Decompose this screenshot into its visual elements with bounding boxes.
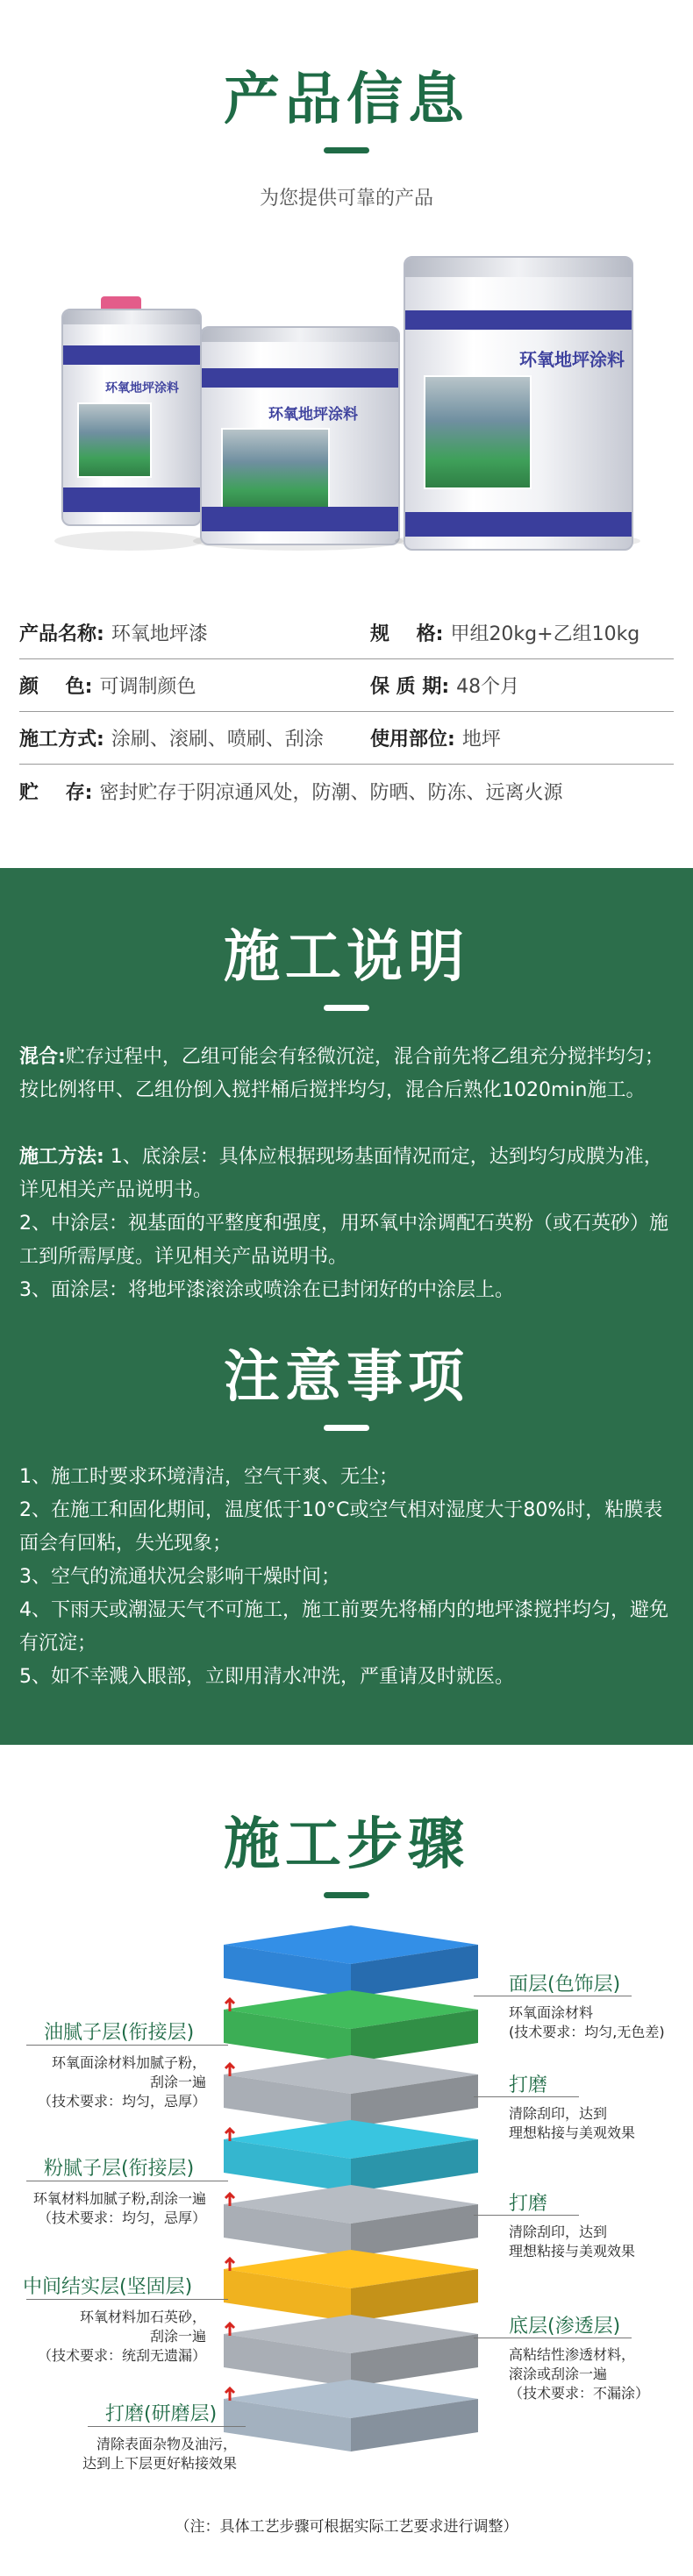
label-underline [88, 2426, 246, 2427]
small-can [61, 309, 202, 526]
mix-label: 混合: [19, 1046, 66, 1068]
medium-can-label: 环氧地坪涂料 [268, 406, 358, 423]
layer-desc: 环氧面涂材料 [509, 2004, 594, 2021]
label-underline [474, 2215, 579, 2216]
left-label [5, 2153, 206, 2228]
layer-slab [224, 2120, 478, 2192]
spec-row [19, 765, 674, 817]
layer-slab [224, 2380, 478, 2451]
layer-desc: 环氧材料加石英砂， [79, 2309, 206, 2325]
layer-desc: 刮涂一遍 [149, 2328, 206, 2345]
layer-desc: 清除表面杂物及油污， [96, 2436, 237, 2452]
layer-slab [224, 2055, 478, 2127]
notice-item: 5、如不幸溅入眼部，立即用清水冲洗，严重请及时就医。 [19, 1666, 514, 1688]
spec-value: 48个月 [456, 676, 520, 698]
left-label [18, 2017, 206, 2111]
spec-value: 密封贮存于阴凉通风处，防潮、防晒、防冻、远离火源 [99, 781, 563, 804]
can-photo [221, 428, 329, 512]
steps-title: 施工步骤 [224, 1812, 469, 1877]
left-label [18, 2272, 206, 2366]
method-line: 1、底涂层：具体应根据现场基面情况而定，达到均匀成膜为准，详见相关产品说明书。 [19, 1146, 663, 1201]
spec-row [19, 659, 674, 712]
notice-list [19, 1461, 674, 1694]
product-image [0, 253, 693, 586]
method-paragraph [19, 1141, 674, 1307]
layer-desc: （技术要求：统刮无遗漏） [37, 2347, 206, 2364]
left-label [18, 2399, 237, 2473]
can-shadow [54, 531, 204, 551]
spec-key: 贮 存: [19, 781, 93, 804]
layer-desc: 清除刮印，达到 [509, 2105, 608, 2122]
spec-value: 甲组20kg+乙组10kg [450, 623, 640, 645]
layer-slab [224, 2250, 478, 2322]
product-info-section [0, 0, 693, 868]
spec-key: 产品名称: [19, 623, 104, 645]
layer-name: 面层(色饰层) [509, 1974, 621, 1996]
layer-desc: （技术要求：均匀，忌厚） [37, 2093, 206, 2110]
spec-value: 涂刷、滚刷、喷刷、刮涂 [111, 729, 324, 751]
steps-section [0, 1745, 693, 2576]
right-label [509, 2311, 649, 2403]
layer-name: 打磨 [509, 2074, 548, 2096]
layer-slab [224, 2315, 478, 2387]
spec-row [19, 712, 674, 765]
label-underline [26, 2045, 228, 2046]
layer-desc: 理想粘接与美观效果 [509, 2243, 636, 2259]
title-underline [324, 1892, 369, 1898]
title-underline [324, 1005, 369, 1011]
notice-item: 3、空气的流通状况会影响干燥时间； [19, 1566, 340, 1588]
can-photo [424, 375, 532, 489]
layer-name: 粉腻子层(衔接层) [44, 2158, 195, 2180]
spec-row [19, 607, 674, 659]
right-label [509, 2070, 635, 2143]
layer-diagram [0, 1925, 693, 2495]
spec-key: 施工方式: [19, 729, 104, 751]
layer-name: 打磨(研磨层) [105, 2403, 218, 2425]
spec-key: 规 格: [370, 623, 444, 645]
layer-desc: 环氧材料加腻子粉,刮涂一遍 [32, 2190, 206, 2207]
spec-value: 可调制颜色 [99, 676, 196, 698]
layer-desc: 达到上下层更好粘接效果 [82, 2455, 237, 2472]
layer-name: 打磨 [509, 2193, 548, 2215]
product-info-title: 产品信息 [224, 68, 469, 132]
layer-slab [224, 1925, 478, 1997]
small-can-label: 环氧地坪涂料 [105, 381, 179, 395]
steps-footnote: （注：具体工艺步骤可根据实际工艺要求进行调整） [175, 2518, 518, 2536]
layer-desc: 清除刮印，达到 [509, 2224, 608, 2240]
method-line: 3、面涂层：将地坪漆滚涂或喷涂在已封闭好的中涂层上。 [19, 1279, 514, 1301]
notice-item: 1、施工时要求环境清洁，空气干爽、无尘； [19, 1466, 398, 1488]
product-info-subtitle: 为您提供可靠的产品 [259, 188, 433, 210]
layer-slab [224, 2185, 478, 2257]
title-underline [324, 147, 369, 153]
notice-item: 4、下雨天或潮湿天气不可施工，施工前要先将桶内的地坪漆搅拌均匀，避免有沉淀； [19, 1599, 668, 1654]
right-label [509, 2188, 635, 2261]
layer-desc: (技术要求：均匀,无色差) [509, 2024, 665, 2040]
layer-desc: 刮涂一遍 [149, 2074, 206, 2090]
layer-name: 中间结实层(坚固层) [23, 2276, 193, 2298]
layer-desc: 环氧面涂材料加腻子粉， [51, 2054, 206, 2071]
can-photo [77, 402, 153, 478]
mix-text: 贮存过程中，乙组可能会有轻微沉淀，混合前先将乙组充分搅拌均匀；按比例将甲、乙组份倒入搅拌桶后搅拌均匀，混合后熟化1020min施工。 [19, 1046, 664, 1101]
spec-value: 环氧地坪漆 [111, 623, 208, 645]
layer-desc: （技术要求：均匀，忌厚） [37, 2210, 206, 2226]
large-can [404, 256, 633, 551]
construction-section [0, 868, 693, 1745]
layer-desc: 高粘结性渗透材料， [509, 2346, 636, 2363]
layer-desc: 理想粘接与美观效果 [509, 2124, 636, 2141]
spec-value: 地坪 [461, 729, 501, 751]
layer-name: 底层(渗透层) [509, 2316, 621, 2338]
layer-name: 油腻子层(衔接层) [44, 2022, 195, 2044]
label-underline [26, 2299, 228, 2300]
layer-desc: （技术要求：不漏涂） [509, 2385, 650, 2402]
spec-key: 颜 色: [19, 676, 93, 698]
right-label [509, 1969, 665, 2042]
mix-paragraph [19, 1041, 674, 1107]
large-can-label: 环氧地坪涂料 [519, 349, 625, 370]
medium-can [200, 326, 400, 545]
title-underline [324, 1425, 369, 1431]
method-line: 2、中涂层：视基面的平整度和强度，用环氧中涂调配石英粉（或石英砂）施工到所需厚度。详见相关产品说明书。 [19, 1213, 668, 1268]
construction-title: 施工说明 [224, 925, 469, 990]
notice-item: 2、在施工和固化期间，温度低于10°C或空气相对湿度大于80%时，粘膜表面会有回粘，失光现象； [19, 1499, 663, 1555]
label-underline [474, 2096, 579, 2097]
notice-title: 注意事项 [224, 1345, 469, 1410]
layer-slab [224, 1990, 478, 2062]
spec-key: 使用部位: [370, 729, 455, 751]
spec-table [19, 607, 674, 817]
layer-desc: 滚涂或刮涂一遍 [509, 2366, 608, 2382]
spec-key: 保 质 期: [370, 676, 450, 698]
method-label: 施工方法: [19, 1146, 104, 1168]
